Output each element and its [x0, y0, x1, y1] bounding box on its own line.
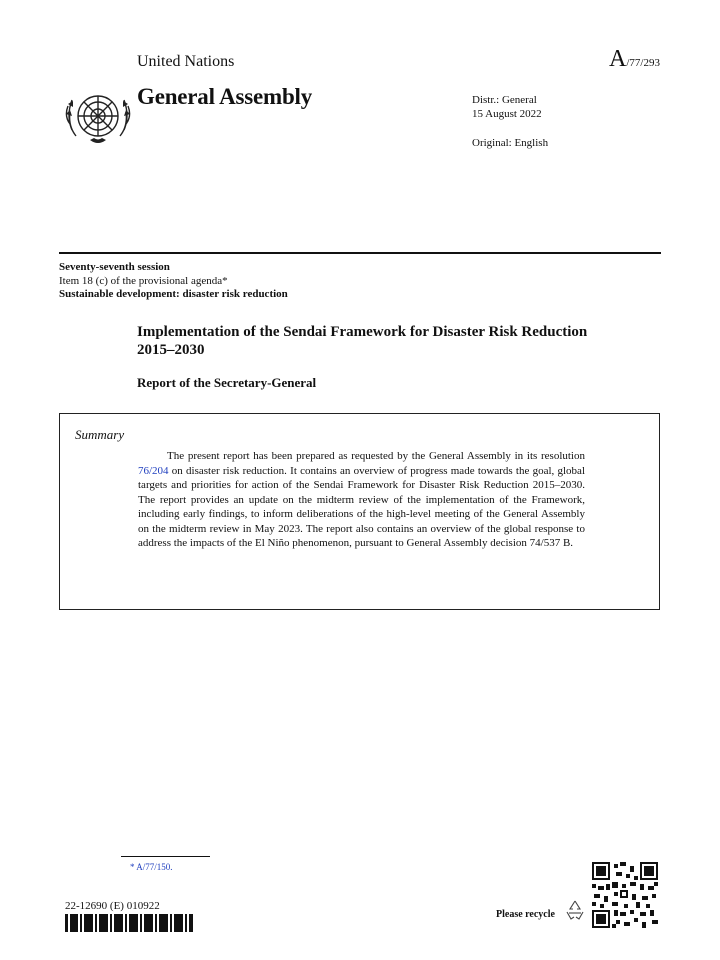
footnote: [130, 862, 173, 872]
agenda-item: Item 18 (c) of the provisional agenda*: [59, 274, 228, 287]
summary-label: Summary: [75, 427, 125, 442]
summary-text-part2: on disaster risk reduction. It contains an overview of progress made towards the goal, global targets and priorities for action of the Sendai Framework for Disaster Risk Reduction 2015–2030. The report provides an update on the midterm review of the implementation of the Framework, including early findings, to inform deliberations of the high-level meeting of the General Assembly on the midterm review in May 2023. The report also contains an overview of the global response to address the impacts of the El Niño phenomenon, pursuant to General Assembly decision 74/537 B.: [138, 464, 585, 549]
org-name: United Nations: [137, 53, 235, 70]
resolution-link[interactable]: 76/204: [138, 464, 169, 477]
report-subtitle: Report of the Secretary-General: [137, 375, 317, 390]
footnote-link[interactable]: A/77/150.: [136, 862, 173, 872]
header-rule: [59, 252, 661, 254]
document-number: 22-12690 (E) 010922: [65, 900, 160, 912]
symbol-letter: A: [609, 46, 627, 72]
distribution-info: [472, 93, 542, 121]
footnote-rule: [121, 856, 210, 857]
footnote-marker: *: [130, 862, 135, 872]
session-title: Seventy-seventh session: [59, 261, 170, 273]
document-symbol: [609, 46, 660, 73]
assembly-heading: General Assembly: [137, 84, 313, 109]
un-emblem-icon: [62, 84, 134, 148]
qr-code-icon: [592, 862, 658, 928]
symbol-number: /77/293: [626, 57, 660, 69]
issue-date: 15 August 2022: [472, 108, 542, 120]
original-language: Original: English: [472, 137, 549, 149]
distribution-status: Distr.: General: [472, 94, 537, 106]
barcode-icon: [65, 914, 193, 932]
agenda-topic: Sustainable development: disaster risk reduction: [59, 288, 288, 300]
recycle-icon: [563, 898, 587, 922]
report-title: Implementation of the Sendai Framework for Disaster Risk Reduction 2015–2030: [137, 324, 588, 358]
recycle-note: Please recycle: [496, 909, 555, 920]
session-block: [59, 261, 288, 302]
summary-text-part1: The present report has been prepared as requested by the General Assembly in its resolution: [167, 450, 585, 462]
summary-text: [138, 449, 585, 551]
